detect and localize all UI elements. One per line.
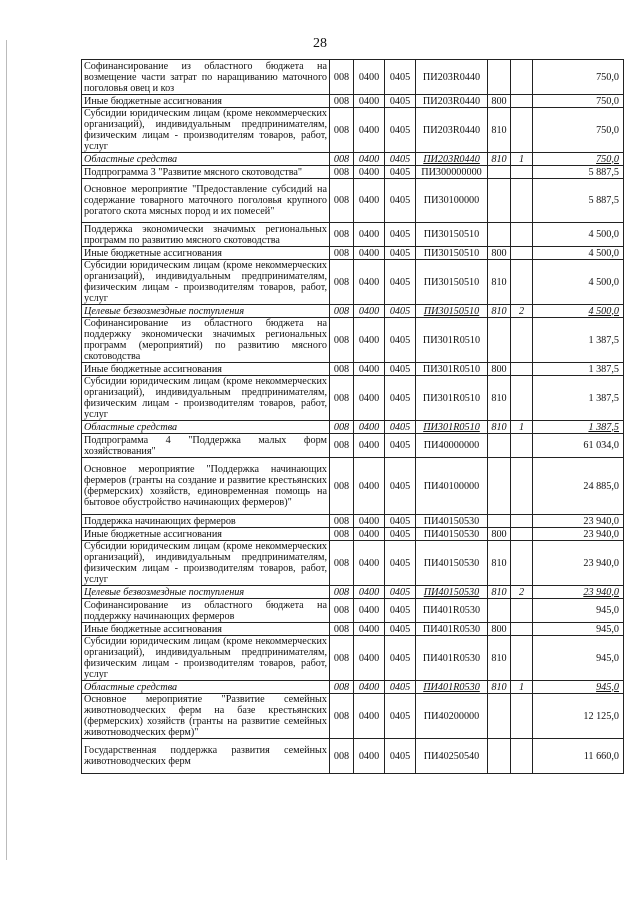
amount: 11 660,0: [533, 739, 624, 774]
row-name: Иные бюджетные ассигнования: [82, 528, 330, 541]
table-row: [82, 223, 624, 247]
table-row: [82, 153, 624, 166]
amount: 4 500,0: [533, 247, 624, 260]
subsection-code: 0405: [385, 739, 416, 774]
ministry-code: 008: [330, 681, 354, 694]
row-name: Софинансирование из областного бюджета на поддержку начинающих фермеров: [82, 599, 330, 623]
target-article-code: ПИ30150510: [416, 305, 488, 318]
section-code: 0400: [354, 528, 385, 541]
target-article-code: ПИ300000000: [416, 166, 488, 179]
sub-code: [511, 60, 533, 95]
target-article-code: ПИ401R0530: [416, 623, 488, 636]
table-row: [82, 363, 624, 376]
ministry-code: 008: [330, 515, 354, 528]
row-name: Софинансирование из областного бюджета на возмещение части затрат по наращиванию маточного поголовья овец и коз: [82, 60, 330, 95]
budget-table: [81, 59, 624, 774]
target-article-code: ПИ30150510: [416, 223, 488, 247]
subsection-code: 0405: [385, 376, 416, 421]
table-row: [82, 305, 624, 318]
row-name: Поддержка начинающих фермеров: [82, 515, 330, 528]
table-row: [82, 95, 624, 108]
expense-type-code: [488, 318, 511, 363]
amount: 1 387,5: [533, 363, 624, 376]
target-article-code: ПИ40150530: [416, 541, 488, 586]
sub-code: [511, 636, 533, 681]
amount: 23 940,0: [533, 586, 624, 599]
row-name: Целевые безвозмездные поступления: [82, 586, 330, 599]
table-row: [82, 586, 624, 599]
expense-type-code: 810: [488, 541, 511, 586]
expense-type-code: [488, 599, 511, 623]
section-code: 0400: [354, 515, 385, 528]
section-code: 0400: [354, 739, 385, 774]
section-code: 0400: [354, 623, 385, 636]
expense-type-code: 810: [488, 305, 511, 318]
target-article-code: ПИ301R0510: [416, 318, 488, 363]
row-name: Основное мероприятие "Поддержка начинающих фермеров (гранты на создание и развитие крестьянских (фермерских) хозяйств, единовременная помощь на бытовое обустройство начинающих фермеров)": [82, 458, 330, 515]
target-article-code: ПИ203R0440: [416, 95, 488, 108]
ministry-code: 008: [330, 305, 354, 318]
sub-code: [511, 458, 533, 515]
row-name: Подпрограмма 3 "Развитие мясного скотоводства": [82, 166, 330, 179]
section-code: 0400: [354, 599, 385, 623]
sub-code: 2: [511, 586, 533, 599]
subsection-code: 0405: [385, 458, 416, 515]
amount: 750,0: [533, 60, 624, 95]
ministry-code: 008: [330, 95, 354, 108]
sub-code: [511, 363, 533, 376]
target-article-code: ПИ30100000: [416, 179, 488, 223]
target-article-code: ПИ40150530: [416, 528, 488, 541]
target-article-code: ПИ40100000: [416, 458, 488, 515]
amount: 750,0: [533, 153, 624, 166]
sub-code: [511, 179, 533, 223]
sub-code: [511, 247, 533, 260]
amount: 1 387,5: [533, 421, 624, 434]
row-name: Субсидии юридическим лицам (кроме некоммерческих организаций), индивидуальным предпринимателям, физическим лицам - производителям товаров, работ, услуг: [82, 636, 330, 681]
amount: 945,0: [533, 681, 624, 694]
sub-code: [511, 515, 533, 528]
amount: 24 885,0: [533, 458, 624, 515]
target-article-code: ПИ301R0510: [416, 376, 488, 421]
section-code: 0400: [354, 318, 385, 363]
table-row: [82, 739, 624, 774]
subsection-code: 0405: [385, 528, 416, 541]
ministry-code: 008: [330, 434, 354, 458]
section-code: 0400: [354, 247, 385, 260]
target-article-code: ПИ40200000: [416, 694, 488, 739]
sub-code: [511, 260, 533, 305]
sub-code: 2: [511, 305, 533, 318]
sub-code: [511, 599, 533, 623]
target-article-code: ПИ40250540: [416, 739, 488, 774]
amount: 750,0: [533, 95, 624, 108]
target-article-code: ПИ30150510: [416, 247, 488, 260]
ministry-code: 008: [330, 60, 354, 95]
subsection-code: 0405: [385, 153, 416, 166]
section-code: 0400: [354, 694, 385, 739]
subsection-code: 0405: [385, 363, 416, 376]
expense-type-code: [488, 434, 511, 458]
sub-code: 1: [511, 421, 533, 434]
ministry-code: 008: [330, 108, 354, 153]
target-article-code: ПИ203R0440: [416, 153, 488, 166]
subsection-code: 0405: [385, 166, 416, 179]
ministry-code: 008: [330, 421, 354, 434]
row-name: Иные бюджетные ассигнования: [82, 363, 330, 376]
expense-type-code: [488, 166, 511, 179]
target-article-code: ПИ401R0530: [416, 681, 488, 694]
target-article-code: ПИ40150530: [416, 586, 488, 599]
section-code: 0400: [354, 681, 385, 694]
row-name: Субсидии юридическим лицам (кроме некоммерческих организаций), индивидуальным предпринимателям, физическим лицам - производителям товаров, работ, услуг: [82, 108, 330, 153]
target-article-code: ПИ401R0530: [416, 599, 488, 623]
table-row: [82, 421, 624, 434]
section-code: 0400: [354, 458, 385, 515]
row-name: Государственная поддержка развития семейных животноводческих ферм: [82, 739, 330, 774]
expense-type-code: [488, 223, 511, 247]
expense-type-code: 800: [488, 363, 511, 376]
row-name: Целевые безвозмездные поступления: [82, 305, 330, 318]
ministry-code: 008: [330, 376, 354, 421]
section-code: 0400: [354, 153, 385, 166]
ministry-code: 008: [330, 179, 354, 223]
subsection-code: 0405: [385, 223, 416, 247]
ministry-code: 008: [330, 363, 354, 376]
row-name: Иные бюджетные ассигнования: [82, 95, 330, 108]
sub-code: 1: [511, 681, 533, 694]
section-code: 0400: [354, 363, 385, 376]
amount: 750,0: [533, 108, 624, 153]
row-name: Областные средства: [82, 153, 330, 166]
sub-code: [511, 739, 533, 774]
row-name: Областные средства: [82, 421, 330, 434]
table-row: [82, 636, 624, 681]
amount: 23 940,0: [533, 515, 624, 528]
subsection-code: 0405: [385, 60, 416, 95]
ministry-code: 008: [330, 541, 354, 586]
target-article-code: ПИ40000000: [416, 434, 488, 458]
ministry-code: 008: [330, 694, 354, 739]
section-code: 0400: [354, 636, 385, 681]
sub-code: [511, 376, 533, 421]
row-name: Подпрограмма 4 "Поддержка малых форм хозяйствования": [82, 434, 330, 458]
table-row: [82, 458, 624, 515]
row-name: Субсидии юридическим лицам (кроме некоммерческих организаций), индивидуальным предпринимателям, физическим лицам - производителям товаров, работ, услуг: [82, 541, 330, 586]
table-row: [82, 434, 624, 458]
table-row: [82, 108, 624, 153]
budget-table-body: [82, 60, 624, 774]
row-name: Субсидии юридическим лицам (кроме некоммерческих организаций), индивидуальным предпринимателям, физическим лицам - производителям товаров, работ, услуг: [82, 260, 330, 305]
row-name: Основное мероприятие "Предоставление субсидий на содержание товарного маточного поголовья крупного рогатого скота мясных пород и их помесей": [82, 179, 330, 223]
table-row: [82, 515, 624, 528]
subsection-code: 0405: [385, 599, 416, 623]
amount: 4 500,0: [533, 260, 624, 305]
amount: 945,0: [533, 599, 624, 623]
amount: 5 887,5: [533, 179, 624, 223]
target-article-code: ПИ203R0440: [416, 60, 488, 95]
table-row: [82, 681, 624, 694]
section-code: 0400: [354, 60, 385, 95]
ministry-code: 008: [330, 586, 354, 599]
section-code: 0400: [354, 179, 385, 223]
expense-type-code: 810: [488, 260, 511, 305]
row-name: Областные средства: [82, 681, 330, 694]
page-number: 28: [313, 36, 327, 51]
section-code: 0400: [354, 260, 385, 305]
expense-type-code: [488, 60, 511, 95]
amount: 945,0: [533, 636, 624, 681]
table-row: [82, 318, 624, 363]
expense-type-code: 800: [488, 247, 511, 260]
ministry-code: 008: [330, 318, 354, 363]
ministry-code: 008: [330, 739, 354, 774]
subsection-code: 0405: [385, 179, 416, 223]
ministry-code: 008: [330, 260, 354, 305]
expense-type-code: 810: [488, 586, 511, 599]
target-article-code: ПИ30150510: [416, 260, 488, 305]
ministry-code: 008: [330, 458, 354, 515]
target-article-code: ПИ203R0440: [416, 108, 488, 153]
table-row: [82, 260, 624, 305]
row-name: Субсидии юридическим лицам (кроме некоммерческих организаций), индивидуальным предпринимателям, физическим лицам - производителям товаров, работ, услуг: [82, 376, 330, 421]
subsection-code: 0405: [385, 421, 416, 434]
ministry-code: 008: [330, 223, 354, 247]
ministry-code: 008: [330, 599, 354, 623]
table-row: [82, 599, 624, 623]
row-name: Иные бюджетные ассигнования: [82, 623, 330, 636]
sub-code: [511, 108, 533, 153]
section-code: 0400: [354, 108, 385, 153]
subsection-code: 0405: [385, 247, 416, 260]
row-name: Основное мероприятие "Развитие семейных животноводческих ферм на базе крестьянских (фермерских) хозяйств (гранты на развитие семейных животноводческих ферм)": [82, 694, 330, 739]
sub-code: [511, 528, 533, 541]
amount: 945,0: [533, 623, 624, 636]
subsection-code: 0405: [385, 515, 416, 528]
row-name: Иные бюджетные ассигнования: [82, 247, 330, 260]
amount: 4 500,0: [533, 305, 624, 318]
table-row: [82, 541, 624, 586]
table-row: [82, 376, 624, 421]
expense-type-code: 800: [488, 528, 511, 541]
subsection-code: 0405: [385, 95, 416, 108]
ministry-code: 008: [330, 153, 354, 166]
subsection-code: 0405: [385, 694, 416, 739]
table-row: [82, 528, 624, 541]
table-row: [82, 60, 624, 95]
sub-code: [511, 694, 533, 739]
section-code: 0400: [354, 421, 385, 434]
ministry-code: 008: [330, 528, 354, 541]
subsection-code: 0405: [385, 681, 416, 694]
table-row: [82, 247, 624, 260]
table-row: [82, 623, 624, 636]
sub-code: [511, 623, 533, 636]
table-row: [82, 166, 624, 179]
subsection-code: 0405: [385, 305, 416, 318]
expense-type-code: 810: [488, 376, 511, 421]
expense-type-code: [488, 179, 511, 223]
section-code: 0400: [354, 541, 385, 586]
subsection-code: 0405: [385, 434, 416, 458]
row-name: Софинансирование из областного бюджета на поддержку экономически значимых региональных программ (мероприятий) по развитию мясного скотоводства: [82, 318, 330, 363]
expense-type-code: 800: [488, 95, 511, 108]
row-name: Поддержка экономически значимых региональных программ по развитию мясного скотоводства: [82, 223, 330, 247]
amount: 5 887,5: [533, 166, 624, 179]
subsection-code: 0405: [385, 260, 416, 305]
expense-type-code: 810: [488, 108, 511, 153]
ministry-code: 008: [330, 623, 354, 636]
expense-type-code: 810: [488, 681, 511, 694]
expense-type-code: 800: [488, 623, 511, 636]
amount: 23 940,0: [533, 541, 624, 586]
amount: 12 125,0: [533, 694, 624, 739]
sub-code: [511, 166, 533, 179]
section-code: 0400: [354, 223, 385, 247]
expense-type-code: [488, 694, 511, 739]
expense-type-code: [488, 515, 511, 528]
ministry-code: 008: [330, 636, 354, 681]
sub-code: [511, 434, 533, 458]
section-code: 0400: [354, 434, 385, 458]
section-code: 0400: [354, 95, 385, 108]
subsection-code: 0405: [385, 318, 416, 363]
sub-code: [511, 95, 533, 108]
scan-margin-mark: [6, 40, 7, 860]
section-code: 0400: [354, 376, 385, 421]
target-article-code: ПИ301R0510: [416, 363, 488, 376]
expense-type-code: [488, 739, 511, 774]
sub-code: 1: [511, 153, 533, 166]
amount: 4 500,0: [533, 223, 624, 247]
amount: 61 034,0: [533, 434, 624, 458]
sub-code: [511, 541, 533, 586]
target-article-code: ПИ301R0510: [416, 421, 488, 434]
expense-type-code: 810: [488, 153, 511, 166]
target-article-code: ПИ401R0530: [416, 636, 488, 681]
sub-code: [511, 318, 533, 363]
amount: 1 387,5: [533, 318, 624, 363]
amount: 23 940,0: [533, 528, 624, 541]
subsection-code: 0405: [385, 623, 416, 636]
ministry-code: 008: [330, 247, 354, 260]
target-article-code: ПИ40150530: [416, 515, 488, 528]
table-row: [82, 694, 624, 739]
subsection-code: 0405: [385, 586, 416, 599]
expense-type-code: [488, 458, 511, 515]
expense-type-code: 810: [488, 421, 511, 434]
section-code: 0400: [354, 305, 385, 318]
subsection-code: 0405: [385, 108, 416, 153]
subsection-code: 0405: [385, 636, 416, 681]
table-row: [82, 179, 624, 223]
section-code: 0400: [354, 166, 385, 179]
ministry-code: 008: [330, 166, 354, 179]
subsection-code: 0405: [385, 541, 416, 586]
sub-code: [511, 223, 533, 247]
expense-type-code: 810: [488, 636, 511, 681]
section-code: 0400: [354, 586, 385, 599]
amount: 1 387,5: [533, 376, 624, 421]
